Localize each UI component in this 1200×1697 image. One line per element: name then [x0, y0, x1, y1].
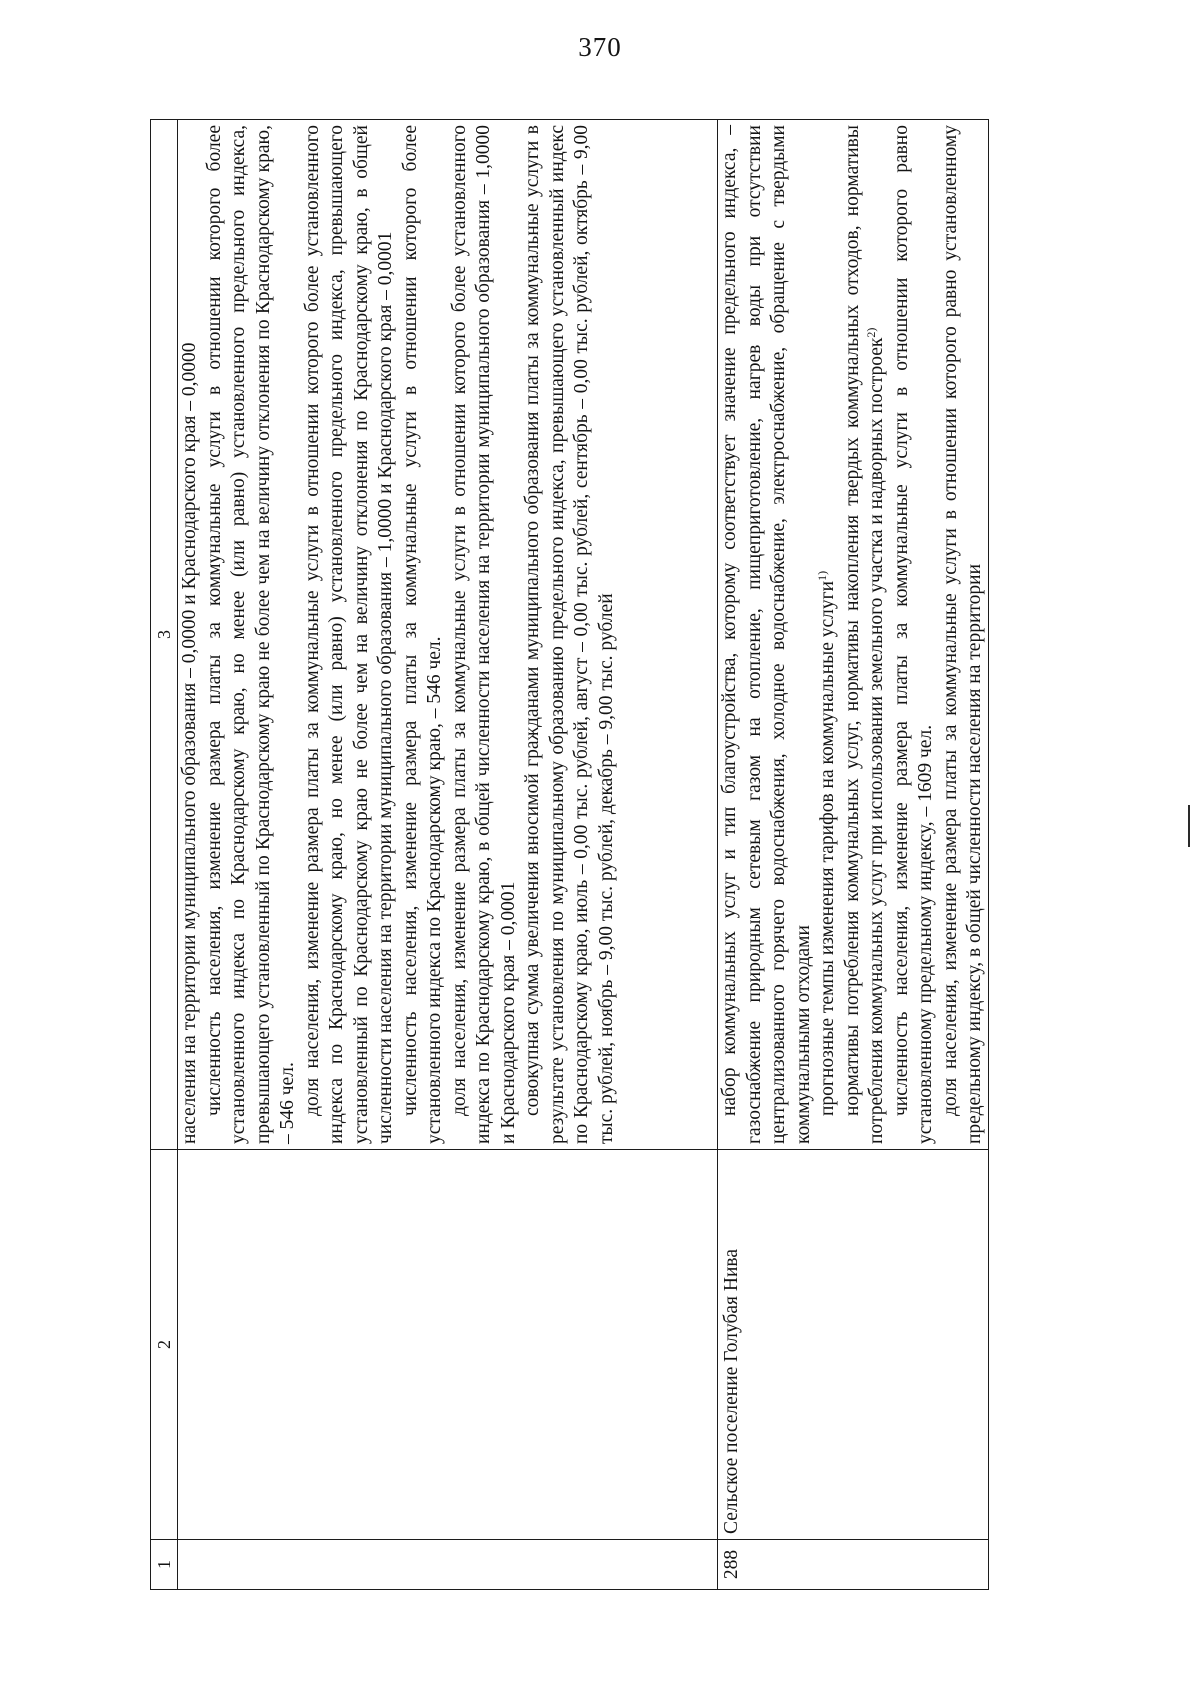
- description-paragraph: [816, 125, 841, 1144]
- column-number-1: 1: [151, 1540, 178, 1590]
- description-paragraph: доля населения, изменение размера платы за коммунальные услуги в отношении которого более установленного индекса по Краснодарскому краю, но менее (или равно) установленного предельного индекса, превышающего установленный по Краснодарскому краю не более чем на величину отклонения по Краснодарскому краю, в общей численности населения на территории муниципального образования – 1,0000 и Краснодарского края – 0,0001: [301, 125, 396, 1144]
- row-description: [718, 120, 989, 1150]
- row-number: 288: [718, 1540, 989, 1590]
- description-paragraph: численность населения, изменение размера платы за коммунальные услуги в отношении которого более установленного индекса по Краснодарскому краю, но менее (или равно) установленного предельного индекса, превышающего установленный по Краснодарскому краю не более чем на величину отклонения по Краснодарскому краю, – 546 чел.: [203, 125, 298, 1144]
- row-number: [178, 1540, 718, 1590]
- column-number-3: 3: [151, 120, 178, 1150]
- data-table: [150, 119, 989, 1590]
- scan-mark: [1188, 805, 1190, 847]
- description-paragraph: набор коммунальных услуг и тип благоустройства, которому соответствует значение предельного индекса, – газоснабжение природным сетевым газом на отопление, пищеприготовление, нагрев воды при отсутствии централизованного горячего водоснабжения, холодное водоснабжение, электроснабжение, обращение с твердыми коммунальными отходами: [719, 125, 814, 1144]
- paragraph-text: нормативы потребления коммунальных услуг, нормативы накопления твердых коммунальных отходов, нормативы потребления коммунальных услуг при использовании земельного участка и надворных построек: [841, 125, 887, 1144]
- settlement-name: Сельское поселение Голубая Нива: [718, 1150, 989, 1540]
- row-description: [178, 120, 718, 1150]
- column-number-row: [151, 120, 178, 1590]
- description-paragraph: доля населения, изменение размера платы за коммунальные услуги в отношении которого равно установленному предельному индексу, в общей численности населения на территории: [939, 125, 985, 1144]
- page-number: 370: [578, 32, 622, 62]
- description-paragraph: [841, 125, 890, 1144]
- description-paragraph: населения на территории муниципального образования – 0,0000 и Краснодарского края – 0,0000: [179, 342, 200, 1144]
- footnote-marker: 1): [815, 570, 829, 581]
- rotated-table-wrapper: [150, 120, 1080, 1590]
- paragraph-text: прогнозные темпы изменения тарифов на коммунальные услуги: [817, 580, 838, 1116]
- table-row: [178, 120, 718, 1590]
- table-row: [718, 120, 989, 1590]
- description-paragraph: численность населения, изменение размера платы за коммунальные услуги в отношении которого более установленного индекса по Краснодарскому краю, – 546 чел.: [399, 125, 445, 1144]
- settlement-name: [178, 1150, 718, 1540]
- description-paragraph: совокупная сумма увеличения вносимой гражданами муниципального образования платы за коммунальные услуги в результате установления по муниципальному образованию предельного индекса, превышающего установленный индекс по Краснодарскому краю, июль – 0,00 тыс. рублей, август – 0,00 тыс. рублей, сентябрь – 0,00 тыс. рублей, октябрь – 9,00 тыс. рублей, ноябрь – 9,00 тыс. рублей, декабрь – 9,00 тыс. рублей: [522, 125, 617, 1144]
- description-paragraph: доля населения, изменение размера платы за коммунальные услуги в отношении которого более установленного индекса по Краснодарскому краю, в общей численности населения на территории муниципального образования – 1,0000 и Краснодарского края – 0,0001: [448, 125, 519, 1144]
- description-paragraph: численность населения, изменение размера платы за коммунальные услуги в отношении которого равно установленному предельному индексу, – 1609 чел.: [890, 125, 936, 1144]
- column-number-2: 2: [151, 1150, 178, 1540]
- footnote-marker: 2): [864, 327, 878, 338]
